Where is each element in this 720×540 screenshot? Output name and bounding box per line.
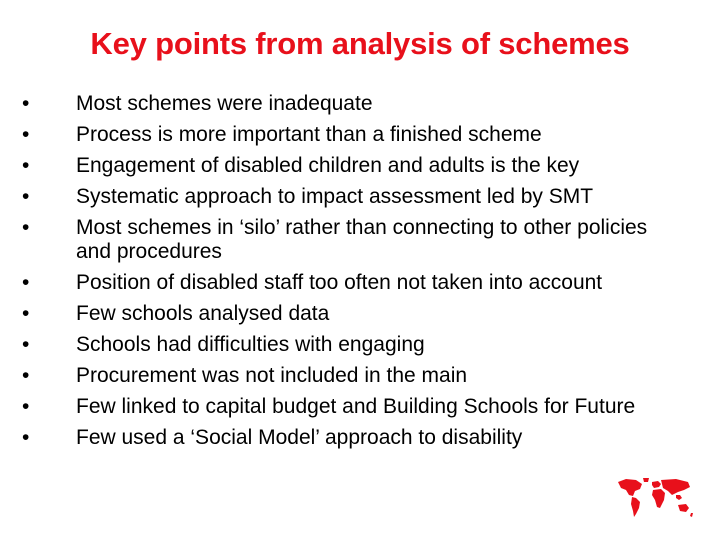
- bullet-item: [22, 333, 682, 357]
- bullet-dot-icon: •: [22, 216, 30, 240]
- bullet-text: Few linked to capital budget and Building Schools for Future: [76, 395, 636, 419]
- bullet-text: Systematic approach to impact assessment led by SMT: [76, 185, 594, 209]
- bullet-text: Most schemes were inadequate: [76, 92, 373, 115]
- bullet-item: [22, 395, 682, 419]
- world-map-icon: [616, 476, 696, 522]
- bullet-dot-icon: •: [22, 302, 30, 326]
- bullet-dot-icon: •: [22, 154, 30, 178]
- bullet-text: Most schemes in ‘silo’ rather than connecting to other policies and procedures: [76, 216, 648, 263]
- bullet-dot-icon: •: [22, 426, 30, 450]
- bullet-list: [22, 92, 682, 458]
- bullet-item: [22, 364, 682, 388]
- bullet-text: Few used a ‘Social Model’ approach to disability: [76, 426, 523, 450]
- bullet-text: Engagement of disabled children and adults is the key: [76, 154, 580, 178]
- bullet-item: [22, 185, 682, 209]
- bullet-item: [22, 302, 682, 326]
- bullet-dot-icon: •: [22, 333, 30, 357]
- bullet-item: [22, 426, 682, 450]
- bullet-item: [22, 123, 682, 147]
- bullet-dot-icon: •: [22, 270, 30, 294]
- bullet-dot-icon: •: [22, 92, 30, 115]
- bullet-item: [22, 154, 682, 178]
- slide-title: Key points from analysis of schemes: [90, 26, 630, 61]
- bullet-dot-icon: •: [22, 364, 30, 388]
- bullet-item: [22, 271, 682, 295]
- bullet-text: Process is more important than a finished scheme: [76, 123, 542, 147]
- bullet-text: Few schools analysed data: [76, 302, 330, 326]
- bullet-text: Position of disabled staff too often not taken into account: [76, 270, 603, 294]
- bullet-text: Schools had difficulties with engaging: [76, 333, 425, 357]
- bullet-item: [22, 92, 682, 116]
- bullet-text: Procurement was not included in the main: [76, 364, 468, 388]
- bullet-item: [22, 216, 682, 263]
- bullet-dot-icon: •: [22, 123, 30, 147]
- bullet-dot-icon: •: [22, 395, 30, 419]
- bullet-dot-icon: •: [22, 185, 30, 209]
